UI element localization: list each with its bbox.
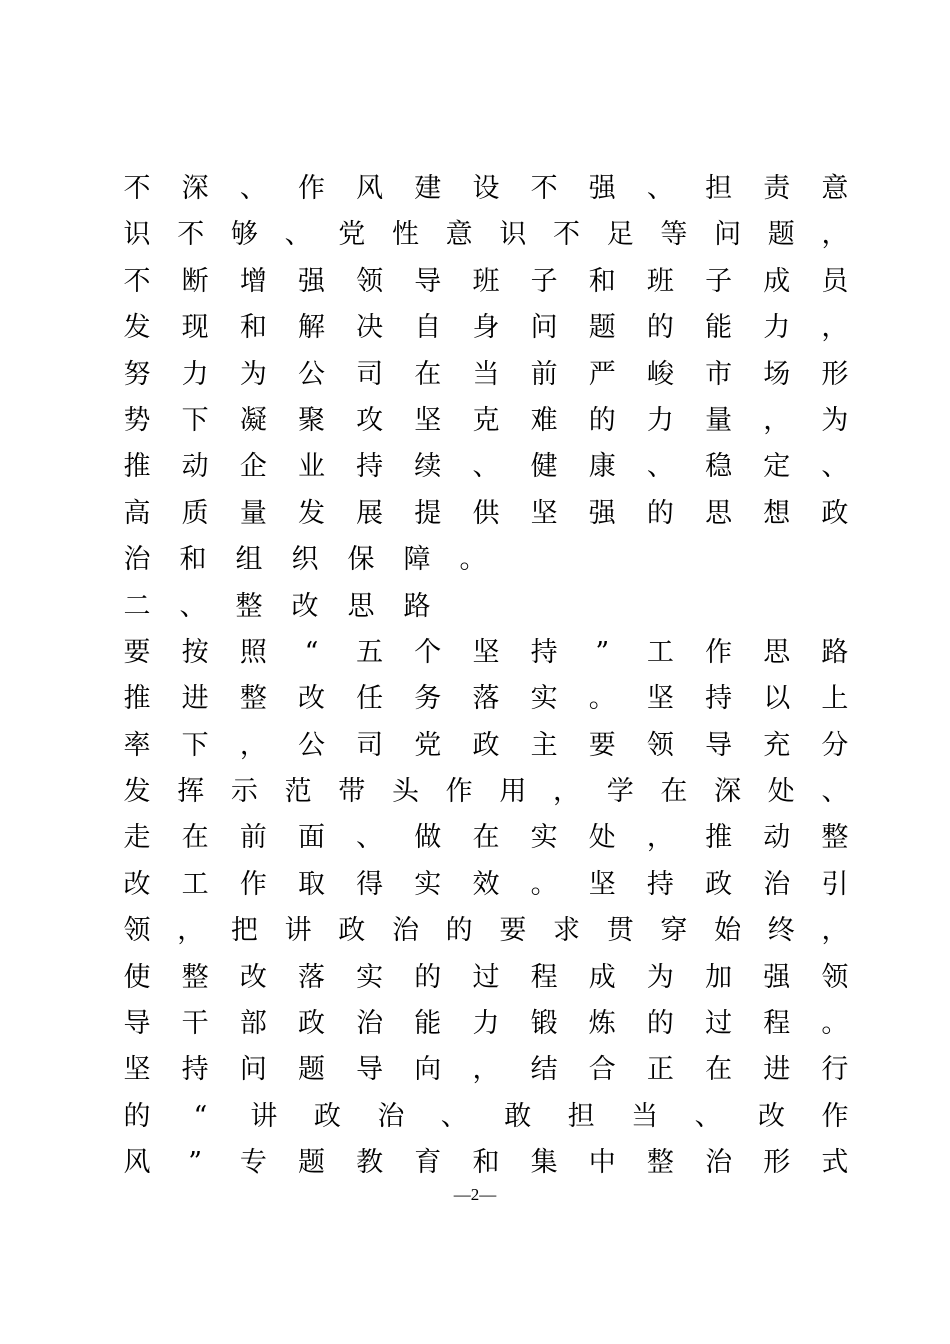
text-char: 走 — [123, 822, 151, 854]
text-line — [122, 955, 850, 1001]
text-char: 建 — [414, 173, 442, 204]
text-char: 政 — [821, 497, 849, 529]
text-line — [122, 815, 850, 861]
text-char: 、 — [821, 776, 849, 808]
text-char: 业 — [297, 451, 325, 483]
text-char: ， — [177, 915, 205, 947]
text-char: 路 — [821, 636, 849, 668]
text-char: 为 — [646, 961, 674, 993]
text-char: 展 — [356, 497, 384, 529]
text-char: 公 — [297, 358, 325, 390]
text-char: 育 — [414, 1147, 442, 1179]
text-char: 率 — [123, 729, 151, 761]
page-number: —2— — [453, 1185, 497, 1204]
text-char: 组 — [235, 544, 263, 576]
text-char: 党 — [338, 219, 366, 251]
text-char: 导 — [123, 1008, 151, 1040]
text-char: 不 — [177, 219, 205, 251]
text-char: 子 — [530, 265, 558, 297]
text-char: 改 — [123, 868, 151, 900]
text-char: 整 — [646, 1147, 674, 1179]
text-char: 把 — [230, 915, 258, 947]
text-char: 实 — [414, 868, 442, 900]
text-char: 等 — [660, 219, 688, 251]
text-char: 按 — [181, 636, 209, 668]
text-char: 增 — [239, 265, 267, 297]
text-char: 司 — [356, 729, 384, 761]
text-char: 力 — [763, 312, 791, 344]
text-char: 足 — [606, 219, 634, 251]
text-char: 为 — [821, 404, 849, 436]
text-char: 市 — [705, 358, 733, 390]
text-char: 问 — [239, 1054, 267, 1086]
text-char: 照 — [239, 636, 267, 668]
text-char: 班 — [472, 265, 500, 297]
text-char: 发 — [297, 497, 325, 529]
text-char: 作 — [297, 173, 325, 204]
text-char: 不 — [553, 219, 580, 251]
text-char: 终 — [767, 915, 795, 947]
text-char: “ — [304, 636, 319, 668]
text-char: 发 — [123, 312, 151, 344]
text-char: 坚 — [123, 1054, 151, 1086]
text-char: 范 — [284, 776, 312, 808]
text-char: 力 — [472, 1008, 500, 1040]
text-char: 成 — [763, 265, 791, 297]
text-char: 学 — [606, 776, 634, 808]
text-char: 克 — [472, 404, 500, 436]
text-char: 。 — [588, 683, 616, 715]
text-char: 的 — [123, 1100, 151, 1132]
text-char: 当 — [472, 358, 500, 390]
text-char: 导 — [356, 1054, 384, 1086]
text-char: 治 — [377, 1100, 405, 1132]
text-char: 落 — [297, 961, 325, 993]
text-char: 和 — [179, 544, 207, 576]
text-char: 力 — [181, 358, 209, 390]
text-char: 工 — [646, 636, 674, 668]
text-line — [122, 352, 850, 398]
text-char: 治 — [705, 1147, 733, 1179]
text-char: 攻 — [356, 404, 384, 436]
text-char: 挥 — [177, 776, 205, 808]
text-char: 思 — [705, 497, 733, 529]
text-char: 整 — [821, 822, 849, 854]
text-char: 实 — [530, 683, 558, 715]
text-char: 、 — [179, 590, 207, 622]
text-char: 取 — [297, 868, 325, 900]
text-char: 。 — [530, 868, 558, 900]
text-char: 成 — [588, 961, 616, 993]
text-line — [122, 1001, 850, 1047]
text-char: 风 — [356, 173, 384, 204]
text-char: 的 — [646, 497, 674, 529]
text-char: 部 — [239, 1008, 267, 1040]
text-char: 工 — [181, 868, 209, 900]
text-line — [122, 212, 850, 258]
text-char: 前 — [239, 822, 267, 854]
text-char: 能 — [414, 1008, 442, 1040]
text-char: 讲 — [284, 915, 312, 947]
text-char: 形 — [821, 358, 849, 390]
text-char: 的 — [445, 915, 473, 947]
text-char: 的 — [646, 1008, 674, 1040]
text-char: 题 — [767, 219, 795, 251]
text-char: 坚 — [472, 636, 500, 668]
text-char: 和 — [588, 265, 616, 297]
text-char: ， — [472, 1054, 500, 1086]
text-char: 坚 — [646, 683, 674, 715]
text-char: 量 — [239, 497, 267, 529]
text-char: 为 — [239, 358, 267, 390]
text-char: 思 — [347, 590, 375, 622]
text-char: 强 — [588, 497, 616, 529]
text-char: 整 — [239, 683, 267, 715]
text-char: 领 — [356, 265, 384, 297]
text-char: ， — [239, 729, 267, 761]
text-char: 问 — [530, 312, 558, 344]
text-char: 识 — [123, 219, 151, 251]
text-char: 责 — [763, 173, 791, 204]
text-char: 领 — [646, 729, 674, 761]
text-char: 以 — [763, 683, 791, 715]
text-char: ， — [821, 219, 849, 251]
text-char: 和 — [472, 1147, 500, 1179]
text-line — [122, 862, 850, 908]
text-char: 的 — [646, 312, 674, 344]
text-char: 治 — [356, 1008, 384, 1040]
text-char: 面 — [297, 822, 325, 854]
text-char: 在 — [705, 1054, 733, 1086]
text-char: 强 — [588, 173, 616, 204]
text-char: 在 — [181, 822, 209, 854]
text-char: 前 — [530, 358, 558, 390]
text-char: 治 — [123, 544, 151, 576]
text-char: 处 — [588, 822, 616, 854]
text-char: 努 — [123, 358, 151, 390]
text-char: 分 — [821, 729, 849, 761]
text-char: 治 — [391, 915, 419, 947]
text-char: 引 — [821, 868, 849, 900]
text-char: 得 — [356, 868, 384, 900]
text-char: 持 — [530, 636, 558, 668]
text-char: 作 — [821, 1100, 849, 1132]
text-line — [122, 1094, 850, 1140]
text-char: 整 — [235, 590, 263, 622]
text-char: 处 — [767, 776, 795, 808]
text-char: 动 — [181, 451, 209, 483]
text-char: 敢 — [504, 1100, 532, 1132]
text-char: 任 — [356, 683, 384, 715]
text-char: 程 — [763, 1008, 791, 1040]
text-char: 不 — [123, 173, 151, 204]
text-char: 题 — [297, 1054, 325, 1086]
text-char: 持 — [181, 1054, 209, 1086]
text-char: 推 — [705, 822, 733, 854]
text-char: 穿 — [660, 915, 688, 947]
text-char: 断 — [181, 265, 209, 297]
text-char: ， — [821, 915, 849, 947]
text-line — [122, 166, 850, 212]
text-char: 教 — [356, 1147, 384, 1179]
text-char: 员 — [821, 265, 849, 297]
text-char: 政 — [313, 1100, 341, 1132]
text-line — [122, 769, 850, 815]
text-char: 下 — [181, 729, 209, 761]
text-char: 自 — [414, 312, 442, 344]
text-char: 题 — [297, 1147, 325, 1179]
text-char: 锻 — [530, 1008, 558, 1040]
text-line — [122, 908, 850, 954]
text-char: 政 — [472, 729, 500, 761]
text-char: 领 — [123, 915, 151, 947]
text-line — [122, 398, 850, 444]
text-char: 用 — [499, 776, 527, 808]
text-char: 过 — [705, 1008, 733, 1040]
text-line — [122, 444, 850, 490]
text-char: 强 — [297, 265, 325, 297]
text-char: 坚 — [530, 497, 558, 529]
text-char: 问 — [714, 219, 742, 251]
text-char: 二 — [123, 590, 151, 622]
text-char: 班 — [646, 265, 674, 297]
text-char: 身 — [472, 312, 500, 344]
text-char: 改 — [758, 1100, 786, 1132]
body-text — [122, 166, 850, 1187]
text-char: 主 — [530, 729, 558, 761]
text-char: 作 — [239, 868, 267, 900]
text-char: 现 — [181, 312, 209, 344]
text-line — [122, 1140, 850, 1186]
text-line — [122, 1047, 850, 1093]
text-char: 势 — [123, 404, 151, 436]
text-char: 供 — [472, 497, 500, 529]
text-char: 企 — [239, 451, 267, 483]
text-char: 落 — [472, 683, 500, 715]
text-char: 深 — [714, 776, 742, 808]
text-char: 够 — [230, 219, 258, 251]
text-char: 持 — [705, 683, 733, 715]
text-line — [122, 723, 850, 769]
text-char: 改 — [297, 683, 325, 715]
text-char: 、 — [646, 173, 674, 204]
text-char: 向 — [414, 1054, 442, 1086]
text-char: 在 — [414, 358, 442, 390]
text-line — [122, 676, 850, 722]
text-char: 稳 — [705, 451, 733, 483]
text-char: 担 — [705, 173, 733, 204]
text-char: 风 — [123, 1147, 151, 1179]
text-line — [122, 630, 850, 676]
text-char: 想 — [763, 497, 791, 529]
text-char: 思 — [763, 636, 791, 668]
text-char: 导 — [705, 729, 733, 761]
text-char: 、 — [239, 173, 267, 204]
text-char: 动 — [763, 822, 791, 854]
text-char: 提 — [414, 497, 442, 529]
text-char: 要 — [499, 915, 527, 947]
text-char: 担 — [567, 1100, 595, 1132]
text-char: 合 — [588, 1054, 616, 1086]
text-char: 司 — [356, 358, 384, 390]
text-char: 。 — [821, 1008, 849, 1040]
text-char: 当 — [631, 1100, 659, 1132]
text-char: 解 — [297, 312, 325, 344]
text-line — [122, 584, 850, 630]
text-char: 政 — [297, 1008, 325, 1040]
text-char: 聚 — [297, 404, 325, 436]
text-char: 示 — [230, 776, 258, 808]
text-char: ， — [821, 312, 849, 344]
text-char: 领 — [821, 961, 849, 993]
text-char: 进 — [763, 1054, 791, 1086]
text-char: 效 — [472, 868, 500, 900]
text-char: 坚 — [588, 868, 616, 900]
text-char: 政 — [338, 915, 366, 947]
text-char: 改 — [239, 961, 267, 993]
text-char: 高 — [123, 497, 151, 529]
text-char: 、 — [440, 1100, 468, 1132]
text-char: 严 — [588, 358, 616, 390]
text-char: 不 — [123, 265, 151, 297]
text-char: 强 — [763, 961, 791, 993]
text-char: 健 — [530, 451, 558, 483]
text-char: 保 — [347, 544, 375, 576]
text-char: 和 — [239, 312, 267, 344]
text-char: 、 — [694, 1100, 722, 1132]
text-char: 、 — [284, 219, 312, 251]
text-char: 。 — [459, 544, 487, 576]
text-char: 量 — [705, 404, 733, 436]
text-char: 意 — [821, 173, 849, 204]
text-char: 程 — [530, 961, 558, 993]
text-line — [122, 491, 850, 537]
text-char: “ — [193, 1100, 208, 1132]
text-char: 障 — [403, 544, 431, 576]
text-char: 、 — [472, 451, 500, 483]
text-char: 、 — [356, 822, 384, 854]
text-char: 导 — [414, 265, 442, 297]
text-char: 专 — [239, 1147, 267, 1179]
text-char: 下 — [181, 404, 209, 436]
text-char: 不 — [530, 173, 558, 204]
text-char: ， — [646, 822, 674, 854]
text-char: 性 — [391, 219, 419, 251]
text-char: 讲 — [250, 1100, 278, 1132]
text-char: 集 — [530, 1147, 558, 1179]
text-char: 意 — [445, 219, 473, 251]
text-char: 作 — [705, 636, 733, 668]
text-char: 质 — [181, 497, 209, 529]
text-char: 炼 — [588, 1008, 616, 1040]
text-char: 路 — [403, 590, 431, 622]
text-char: 推 — [123, 683, 151, 715]
text-char: 识 — [499, 219, 527, 251]
text-char: 的 — [414, 961, 442, 993]
text-char: 改 — [291, 590, 319, 622]
text-char: 干 — [181, 1008, 209, 1040]
text-char: 进 — [181, 683, 209, 715]
text-char: ” — [188, 1147, 203, 1179]
text-char: 使 — [123, 961, 151, 993]
text-char: 织 — [291, 544, 319, 576]
text-char: 形 — [763, 1147, 791, 1179]
text-line — [122, 537, 850, 583]
text-char: 加 — [705, 961, 733, 993]
text-char: 力 — [646, 404, 674, 436]
text-char: 头 — [391, 776, 419, 808]
text-char: 康 — [588, 451, 616, 483]
text-char: 推 — [123, 451, 151, 483]
text-char: 决 — [356, 312, 384, 344]
text-char: 始 — [714, 915, 742, 947]
text-char: 治 — [763, 868, 791, 900]
text-char: 行 — [821, 1054, 849, 1086]
text-char: 、 — [821, 451, 849, 483]
text-char: 、 — [646, 451, 674, 483]
text-char: 要 — [123, 636, 151, 668]
text-char: 持 — [356, 451, 384, 483]
text-char: 深 — [181, 173, 209, 204]
text-char: 续 — [414, 451, 442, 483]
text-char: 在 — [660, 776, 688, 808]
text-char: 贯 — [606, 915, 634, 947]
text-char: 公 — [297, 729, 325, 761]
text-char: ， — [763, 404, 791, 436]
text-char: 政 — [705, 868, 733, 900]
text-char: 持 — [646, 868, 674, 900]
text-char: 题 — [588, 312, 616, 344]
text-char: 坚 — [414, 404, 442, 436]
text-char: 充 — [763, 729, 791, 761]
text-char: ， — [553, 776, 580, 808]
text-char: 党 — [414, 729, 442, 761]
text-char: 做 — [414, 822, 442, 854]
text-char: 整 — [181, 961, 209, 993]
text-char: 五 — [356, 636, 384, 668]
text-char: 实 — [530, 822, 558, 854]
text-char: 实 — [356, 961, 384, 993]
text-line — [122, 305, 850, 351]
text-char: 要 — [588, 729, 616, 761]
text-char: 定 — [763, 451, 791, 483]
text-char: 的 — [588, 404, 616, 436]
text-char: 凝 — [239, 404, 267, 436]
text-char: 正 — [646, 1054, 674, 1086]
text-char: 能 — [705, 312, 733, 344]
text-char: 设 — [472, 173, 500, 204]
text-char: 求 — [553, 915, 580, 947]
text-char: 作 — [445, 776, 473, 808]
text-char: 中 — [588, 1147, 616, 1179]
text-line — [122, 259, 850, 305]
text-char: 式 — [821, 1147, 849, 1179]
text-char: 场 — [763, 358, 791, 390]
text-char: 发 — [123, 776, 151, 808]
text-char: 上 — [821, 683, 849, 715]
text-char: ” — [595, 636, 610, 668]
text-char: 在 — [472, 822, 500, 854]
text-char: 结 — [530, 1054, 558, 1086]
text-char: 带 — [338, 776, 366, 808]
text-char: 过 — [472, 961, 500, 993]
text-char: 难 — [530, 404, 558, 436]
text-char: 子 — [705, 265, 733, 297]
text-char: 务 — [414, 683, 442, 715]
text-char: 个 — [414, 636, 442, 668]
text-char: 峻 — [646, 358, 674, 390]
